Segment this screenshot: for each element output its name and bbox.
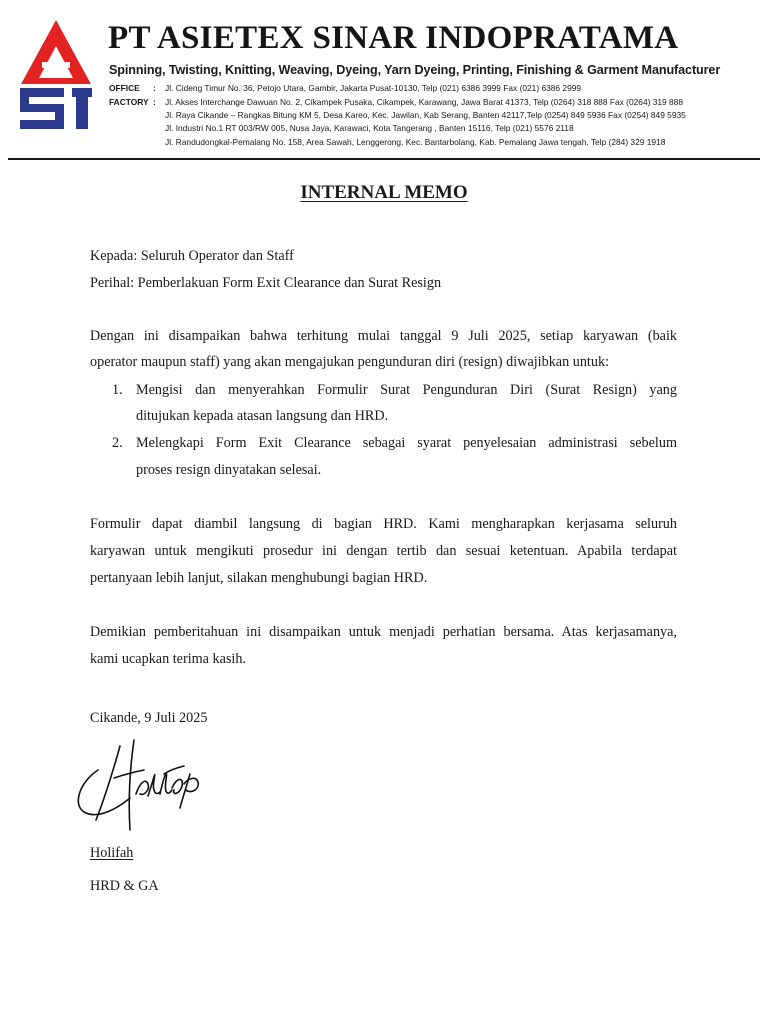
- memo-title: [0, 182, 768, 204]
- paragraph-line: karyawan untuk mengikuti prosedur ini dengan tertib dan sesuai ketentuan. Apabila terdapat: [90, 543, 677, 559]
- factory-address: Jl. Randudongkal-Pemalang No. 158, Area Sawah, Lenggerong, Kec. Bantarbolang, Kab. Pemalang Jawa tengah, Telp (284) 329 1918: [165, 137, 666, 147]
- factory-address: Jl. Industri No.1 RT 003/RW 005, Nusa Jaya, Karawaci, Kota Tangerang , Banten 15116, Telp (021) 5576 2118: [165, 123, 574, 133]
- paragraph-line: Demikian pemberitahuan ini disampaikan untuk menjadi perhatian bersama. Atas kerjasamanya,: [90, 624, 677, 640]
- paragraph-line: operator maupun staff) yang akan mengajukan pengunduran diri (resign) diwajibkan untuk:: [90, 354, 610, 370]
- list-number: 2.: [112, 435, 123, 451]
- signatory-title: HRD & GA: [90, 878, 159, 894]
- company-logo-icon: [20, 20, 92, 132]
- header-divider: [8, 158, 760, 160]
- company-tagline: Spinning, Twisting, Knitting, Weaving, Dyeing, Yarn Dyeing, Printing, Finishing & Garment Manufacturer: [109, 63, 721, 77]
- factory-address-row: [109, 97, 683, 107]
- place-date: Cikande, 9 Juli 2025: [90, 710, 208, 726]
- factory-address-row: [109, 123, 574, 133]
- factory-address-row: [109, 137, 665, 147]
- company-name: PT ASIETEX SINAR INDOPRATAMA: [108, 20, 679, 56]
- list-item-line: Melengkapi Form Exit Clearance sebagai syarat penyelesaian administrasi sebelum: [136, 435, 677, 451]
- office-address: Jl. Cideng Timur No. 36, Petojo Utara, Gambir, Jakarta Pusat-10130, Telp (021) 6386 3999 Fax (021) 6386 2999: [165, 83, 582, 93]
- memo-title-text: INTERNAL MEMO: [300, 182, 468, 203]
- list-item-line: ditujukan kepada atasan langsung dan HRD.: [136, 408, 389, 424]
- office-colon: :: [153, 83, 156, 93]
- letterhead: [0, 0, 768, 162]
- office-address-row: [109, 83, 581, 93]
- memo-recipient: Kepada: Seluruh Operator dan Staff: [90, 248, 294, 264]
- factory-address-row: [109, 110, 686, 120]
- paragraph-line: Formulir dapat diambil langsung di bagian HRD. Kami mengharapkan kerjasama seluruh: [90, 516, 677, 532]
- signatory-name: Holifah: [90, 845, 134, 861]
- factory-address: Jl. Raya Cikande – Rangkas Bitung KM 5, Desa Kareo, Kec. Jawilan, Kab Serang, Banten 42117,Telp (0254) 849 5936 Fax (0254) 849 5935: [165, 110, 686, 120]
- signature-icon: [74, 738, 204, 834]
- memo-subject: Perihal: Pemberlakuan Form Exit Clearance dan Surat Resign: [90, 275, 442, 291]
- paragraph-line: pertanyaan lebih lanjut, silakan menghubungi bagian HRD.: [90, 570, 428, 586]
- paragraph-line: kami ucapkan terima kasih.: [90, 651, 247, 667]
- office-label: OFFICE: [109, 83, 140, 93]
- paragraph-line: Dengan ini disampaikan bahwa terhitung mulai tanggal 9 Juli 2025, setiap karyawan (baik: [90, 328, 677, 344]
- factory-colon: :: [153, 97, 156, 107]
- factory-address: Jl. Akses Interchange Dawuan No. 2, Cikampek Pusaka, Cikampek, Karawang, Jawa Barat 41373, Telp (0264) 318 888 Fax (0264) 319 888: [165, 97, 683, 107]
- list-item-line: Mengisi dan menyerahkan Formulir Surat Pengunduran Diri (Surat Resign) yang: [136, 382, 677, 398]
- list-number: 1.: [112, 382, 123, 398]
- list-item-line: proses resign dinyatakan selesai.: [136, 462, 322, 478]
- factory-label: FACTORY: [109, 97, 149, 107]
